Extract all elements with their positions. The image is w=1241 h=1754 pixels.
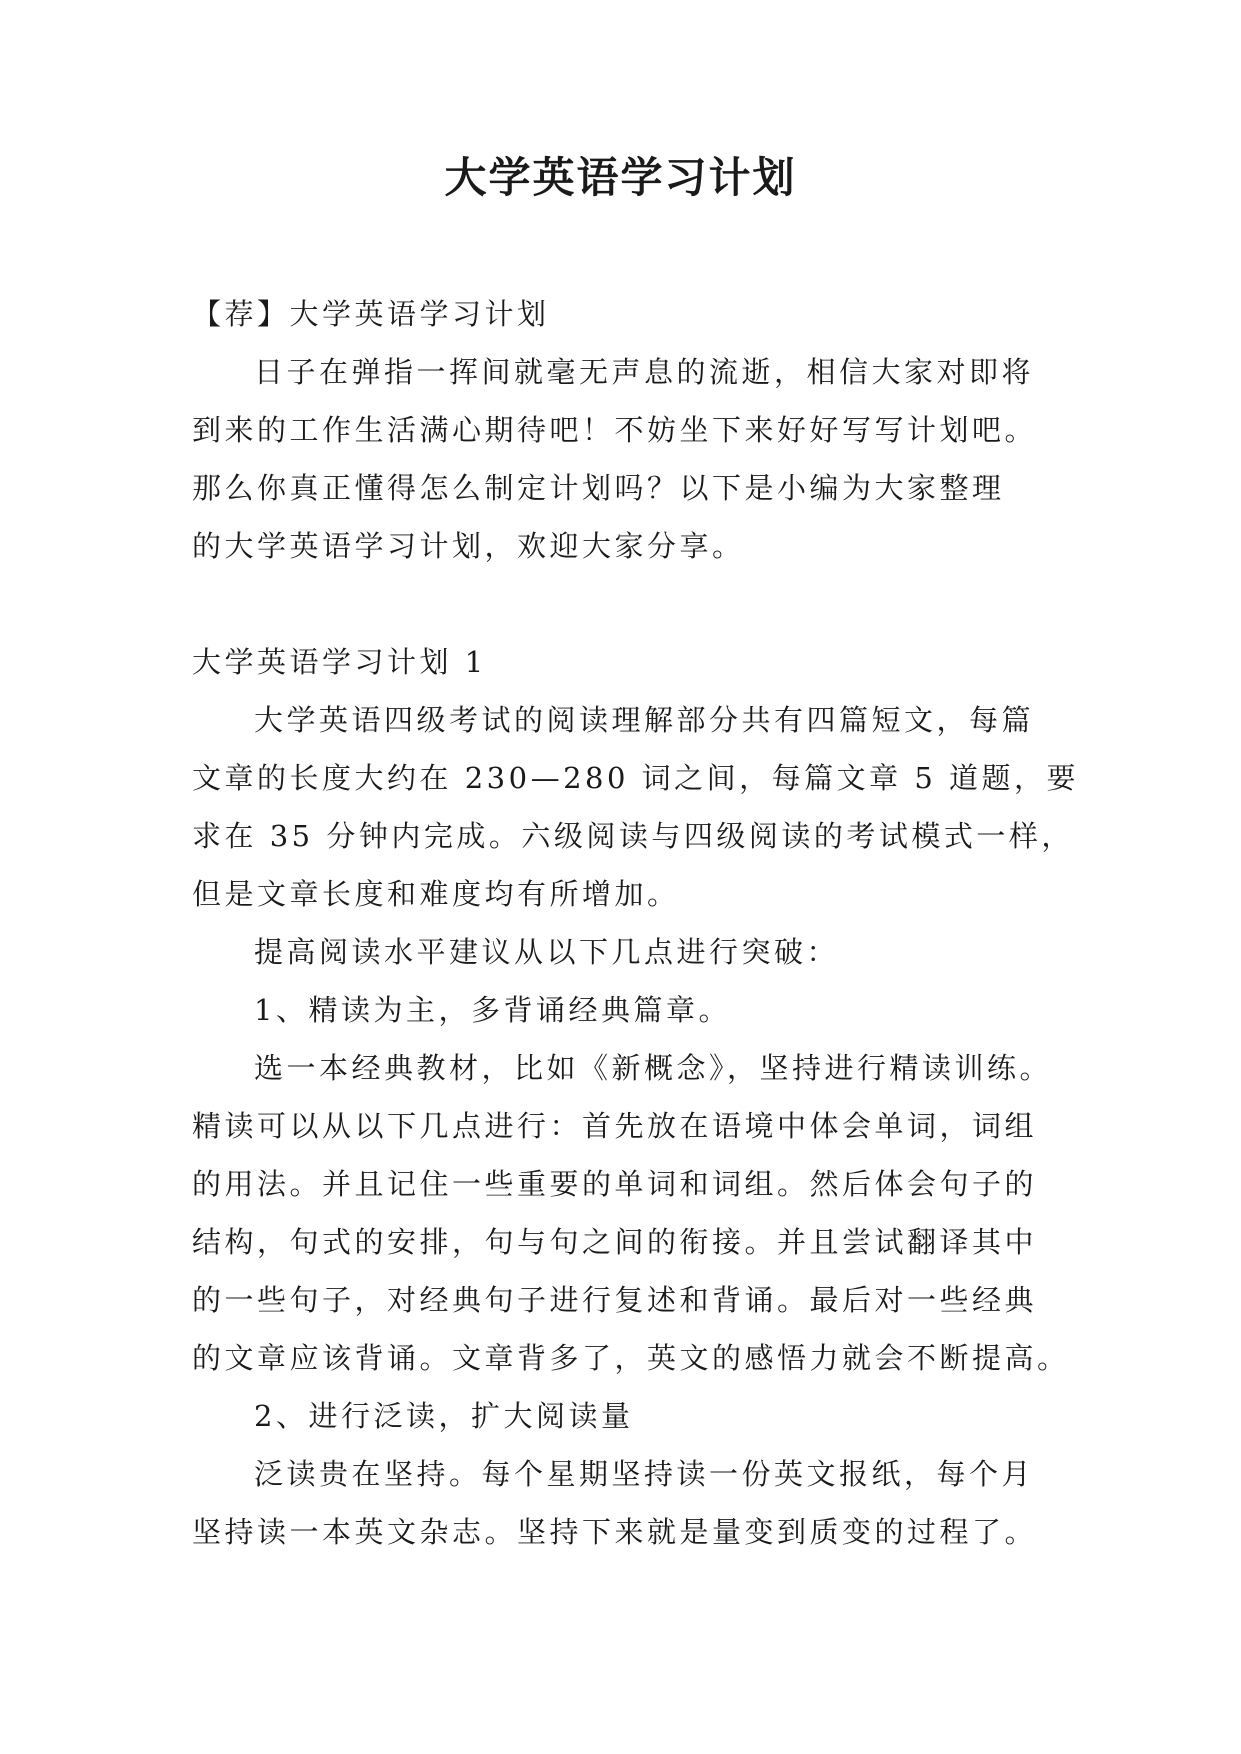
paragraph-line: 坚持读一本英文杂志。坚持下来就是量变到质变的过程了。 [192, 1515, 1038, 1549]
paragraph-line: 的用法。并且记住一些重要的单词和词组。然后体会句子的 [192, 1167, 1038, 1201]
paragraph-line: 提高阅读水平建议从以下几点进行突破： [254, 935, 840, 969]
point-heading: 2、进行泛读，扩大阅读量 [254, 1399, 634, 1433]
paragraph-line: 结构，句式的安排，句与句之间的衔接。并且尝试翻译其中 [192, 1225, 1038, 1259]
paragraph-line: 选一本经典教材，比如《新概念》，坚持进行精读训练。 [254, 1051, 1053, 1085]
point-heading: 1、精读为主，多背诵经典篇章。 [254, 993, 731, 1027]
paragraph-line: 大学英语四级考试的阅读理解部分共有四篇短文，每篇 [254, 703, 1035, 737]
paragraph-line: 的一些句子，对经典句子进行复述和背诵。最后对一些经典 [192, 1283, 1038, 1317]
intro-line: 到来的工作生活满心期待吧！不妨坐下来好好写写计划吧。 [192, 413, 1038, 447]
section-heading: 大学英语学习计划 1 [192, 645, 487, 679]
paragraph-line: 求在 35 分钟内完成。六级阅读与四级阅读的考试模式一样， [192, 819, 1074, 853]
paragraph-line: 泛读贵在坚持。每个星期坚持读一份英文报纸，每个月 [254, 1457, 1035, 1491]
recommend-line: 【荐】大学英语学习计划 [192, 297, 550, 331]
intro-line: 日子在弹指一挥间就毫无声息的流逝，相信大家对即将 [254, 355, 1035, 389]
intro-line: 的大学英语学习计划，欢迎大家分享。 [192, 529, 745, 563]
paragraph-line: 文章的长度大约在 230—280 词之间，每篇文章 5 道题，要 [192, 761, 1080, 795]
paragraph-gap [192, 575, 1062, 633]
document-body [192, 285, 1080, 1561]
paragraph-line: 但是文章长度和难度均有所增加。 [192, 877, 680, 911]
paragraph-line: 精读可以从以下几点进行：首先放在语境中体会单词，词组 [192, 1109, 1038, 1143]
paragraph-line: 的文章应该背诵。文章背多了，英文的感悟力就会不断提高。 [192, 1341, 1070, 1375]
intro-line: 那么你真正懂得怎么制定计划吗？以下是小编为大家整理 [192, 471, 1005, 505]
document-title: 大学英语学习计划 [444, 153, 797, 202]
